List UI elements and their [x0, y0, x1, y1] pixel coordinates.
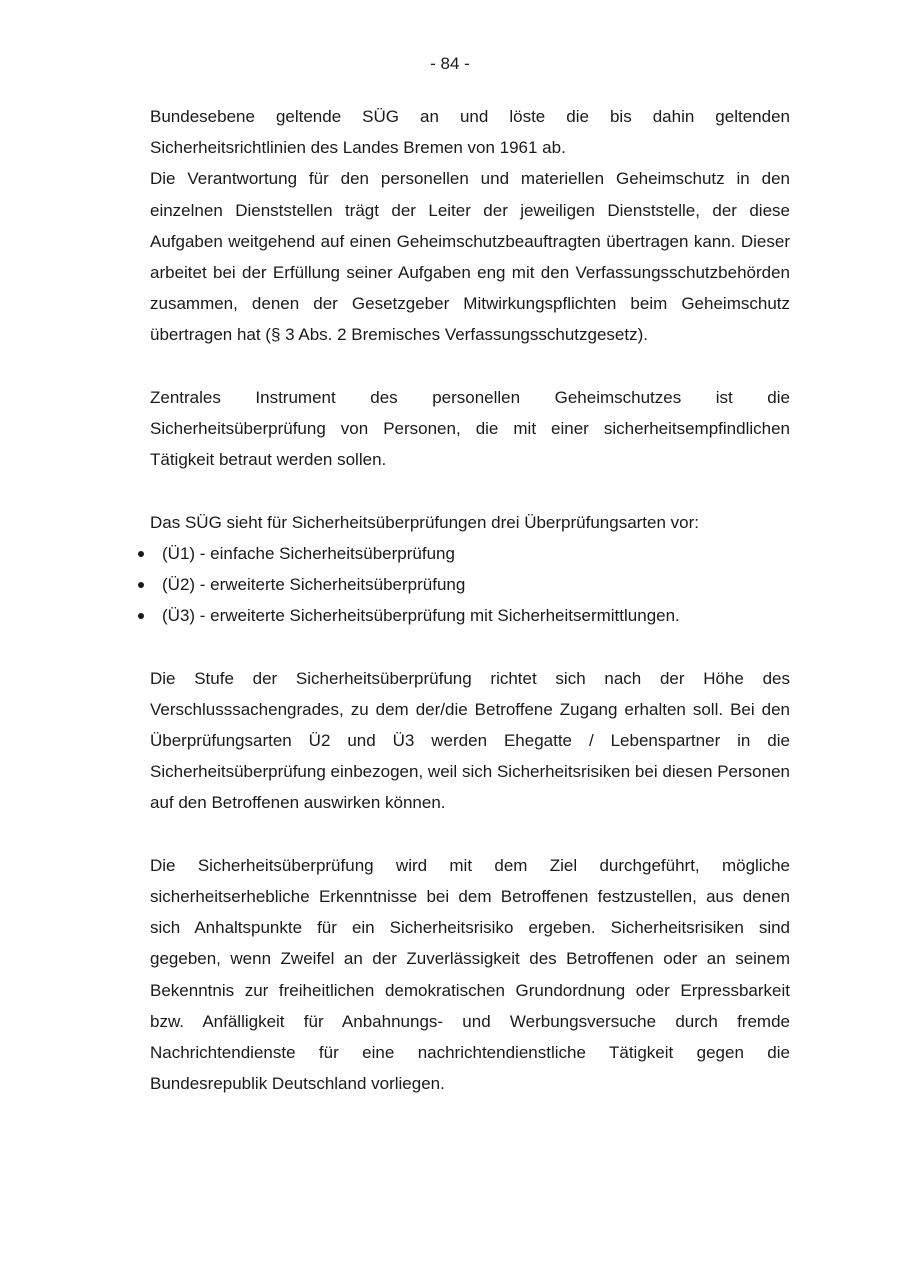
page-body — [150, 101, 790, 1099]
list-item — [150, 600, 790, 631]
paragraph-continuation: Bundesebene geltende SÜG an und löste die bis dahin geltenden Sicherheitsrichtlinien des Landes Bremen von 1961 ab. — [150, 107, 790, 158]
paragraph-spacer — [150, 631, 790, 662]
bullet-icon — [138, 613, 144, 619]
page-number: - 84 - — [430, 54, 470, 73]
paragraph-check-level: Die Stufe der Sicherheitsüberprüfung richtet sich nach der Höhe des Verschlusssachengrades, zu dem der/die Betroffene Zugang erhalten soll. Bei den Überprüfungsarten Ü2 und Ü3 werden Ehegatte / Lebenspartner in die Sicherheitsüberprüfung einbezogen, weil sich Sicherheitsrisiken bei diesen Personen auf den Betroffenen auswirken können. — [150, 668, 790, 813]
paragraph-central-instrument: Zentrales Instrument des personellen Geheimschutzes ist die Sicherheitsüberprüfung von Personen, die mit einer sicherheitsempfindlichen Tätigkeit betraut werden sollen. — [150, 387, 790, 470]
paragraph-spacer — [150, 475, 790, 506]
list-item-text: (Ü3) - erweiterte Sicherheitsüberprüfung mit Sicherheitsermittlungen. — [162, 606, 680, 626]
paragraph-responsibility: Die Verantwortung für den personellen und materiellen Geheimschutz in den einzelnen Dienststellen trägt der Leiter der jeweiligen Dienststelle, der diese Aufgaben weitgehend auf einen Geheimschutzbeauftragten übertragen kann. Dieser arbeitet bei der Erfüllung seiner Aufgaben eng mit den Verfassungsschutzbehörden zusammen, denen der Gesetzgeber Mitwirkungspflichten beim Geheimschutz übertragen hat (§ 3 Abs. 2 Bremisches Verfassungsschutzgesetz). — [150, 169, 790, 345]
paragraph-spacer — [150, 351, 790, 382]
paragraph-check-purpose: Die Sicherheitsüberprüfung wird mit dem Ziel durchgeführt, mögliche sicherheitserhebliche Erkenntnisse bei dem Betroffenen festzustellen, aus denen sich Anhaltspunkte für ein Sicherheitsrisiko ergeben. Sicherheitsrisiken sind gegeben, wenn Zweifel an der Zuverlässigkeit des Betroffenen oder an seinem Bekenntnis zur freiheitlichen demokratischen Grundordnung oder Erpressbarkeit bzw. Anfälligkeit für Anbahnungs- und Werbungsversuche durch fremde Nachrichtendienste für eine nachrichtendienstliche Tätigkeit gegen die Bundesrepublik Deutschland vorliegen. — [150, 855, 790, 1094]
paragraph-spacer — [150, 819, 790, 850]
bullet-icon — [138, 582, 144, 588]
paragraph-check-types-intro: Das SÜG sieht für Sicherheitsüberprüfungen drei Überprüfungsarten vor: — [150, 512, 700, 532]
list-item-text: (Ü1) - einfache Sicherheitsüberprüfung — [162, 543, 455, 563]
check-types-list — [150, 538, 790, 632]
list-item — [150, 569, 790, 600]
list-item — [150, 538, 790, 569]
bullet-icon — [138, 551, 144, 557]
list-item-text: (Ü2) - erweiterte Sicherheitsüberprüfung — [162, 575, 466, 595]
